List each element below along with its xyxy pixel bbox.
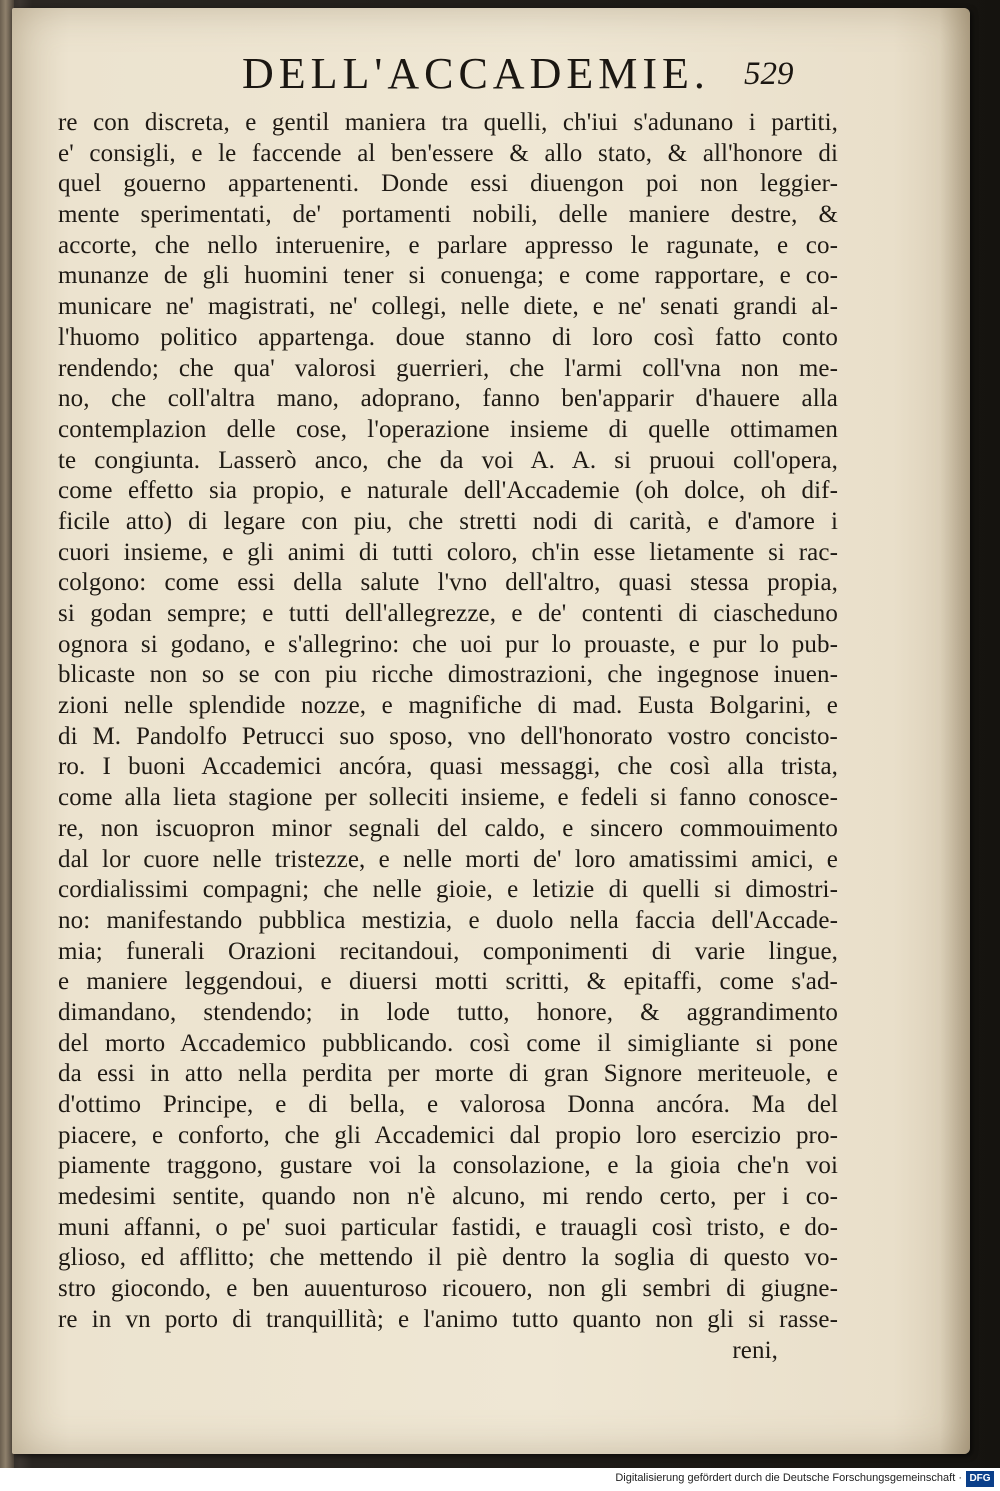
text-line: municare ne' magistrati, ne' collegi, nelle diete, e ne' senati grandi al- — [58, 293, 838, 321]
text-line: no: manifestando pubblica mestizia, e duolo nella faccia dell'Accade- — [58, 906, 838, 934]
text-line: quel gouerno appartenenti. Donde essi diuengon poi non leggier- — [58, 170, 838, 198]
page-fold-shadow — [940, 8, 970, 1454]
text-line: re in vn porto di tranquillità; e l'animo tutto quanto non gli si rasse- — [58, 1305, 838, 1333]
text-line: no, che coll'altra mano, adoprano, fanno ben'apparir d'hauere alla — [58, 385, 838, 413]
dfg-logo: DFG — [966, 1471, 994, 1487]
text-line: l'huomo politico appartenga. doue stanno di loro così fatto conto — [58, 323, 838, 351]
text-line: re, non iscuopron minor segnali del caldo, e sincero commouimento — [58, 814, 838, 842]
digitization-footer — [0, 1468, 1000, 1491]
text-line: del morto Accademico pubblicando. così come il simigliante si pone — [58, 1029, 838, 1057]
book-page — [12, 8, 970, 1454]
text-line: glioso, ed afflitto; che mettendo il piè dentro la soglia di questo vo- — [58, 1244, 838, 1272]
text-line: dimandano, stendendo; in lode tutto, honore, & aggrandimento — [58, 998, 838, 1026]
text-line: mente sperimentati, de' portamenti nobili, delle maniere destre, & — [58, 201, 838, 229]
text-line: contemplazion delle cose, l'operazione insieme di quelle ottimamen — [58, 415, 838, 443]
text-line: mia; funerali Orazioni recitandoui, componimenti di varie lingue, — [58, 937, 838, 965]
text-line: zioni nelle splendide nozze, e magnifiche di mad. Eusta Bolgarini, e — [58, 692, 838, 720]
text-line: da essi in atto nella perdita per morte di gran Signore meriteuole, e — [58, 1060, 838, 1088]
text-line: rendendo; che qua' valorosi guerrieri, che l'armi coll'vna non me- — [58, 354, 838, 382]
text-line: stro giocondo, e ben auuenturoso ricouero, non gli sembri di giugne- — [58, 1275, 838, 1303]
text-line: medesimi sentite, quando non n'è alcuno, mi rendo certo, per i co- — [58, 1183, 838, 1211]
text-line: cuori insieme, e gli animi di tutti coloro, ch'in esse lietamente si rac- — [58, 538, 838, 566]
running-title: DELL'ACCADEMIE. — [242, 49, 710, 98]
text-line: colgono: come essi della salute l'vno dell'altro, quasi stessa propia, — [58, 569, 838, 597]
text-line: di M. Pandolfo Petrucci suo sposo, vno dell'honorato vostro concisto- — [58, 722, 838, 750]
text-line: come alla lieta stagione per solleciti insieme, e fedeli si fanno conosce- — [58, 784, 838, 812]
text-line: ro. I buoni Accademici ancóra, quasi messaggi, che così alla trista, — [58, 753, 838, 781]
text-line: e' consigli, e le faccende al ben'essere & allo stato, & all'honore di — [58, 139, 838, 167]
text-line: come effetto sia propio, e naturale dell'Accademie (oh dolce, oh dif- — [58, 477, 838, 505]
running-head — [12, 48, 970, 108]
text-line: piacere, e conforto, che gli Accademici dal propio loro esercizio pro- — [58, 1121, 838, 1149]
catchword: reni, — [732, 1336, 778, 1364]
text-line: blicaste non so se con piu ricche dimostrazioni, che ingegnose inuen- — [58, 661, 838, 689]
text-line: d'ottimo Principe, e di bella, e valorosa Donna ancóra. Ma del — [58, 1091, 838, 1118]
text-line: e maniere leggendoui, e diuersi motti scritti, & epitaffi, come s'ad- — [58, 968, 838, 996]
text-line: dal lor cuore nelle tristezze, e nelle morti de' loro amatissimi amici, e — [58, 845, 838, 873]
page-number: 529 — [744, 56, 794, 92]
text-line: ficile atto) di legare con piu, che stretti nodi di carità, e d'amore i — [58, 507, 838, 535]
text-line: cordialissimi compagni; che nelle gioie, e letizie di quelli si dimostri- — [58, 876, 838, 904]
funding-credit: Digitalisierung gefördert durch die Deutsche Forschungsgemeinschaft · — [615, 1472, 962, 1484]
text-line: munanze de gli huomini tener si conuenga; e come rapportare, e co- — [58, 262, 838, 290]
text-line: muni affanni, o pe' suoi particular fastidi, e trauagli così tristo, e do- — [58, 1213, 838, 1241]
text-line: si godan sempre; e tutti dell'allegrezze, e de' contenti di ciascheduno — [58, 600, 838, 627]
text-line: ognora si godano, e s'allegrino: che uoi pur lo prouaste, e pur lo pub- — [58, 630, 838, 658]
text-line: re con discreta, e gentil maniera tra quelli, ch'iui s'adunano i partiti, — [58, 109, 838, 136]
text-line: accorte, che nello interuenire, e parlare appresso le ragunate, e co- — [58, 231, 838, 259]
body-text — [58, 108, 838, 1366]
text-line: piamente traggono, gustare voi la consolazione, e la gioia che'n voi — [58, 1152, 838, 1180]
text-line: te congiunta. Lasserò anco, che da voi A. A. si pruoui coll'opera, — [58, 446, 838, 474]
